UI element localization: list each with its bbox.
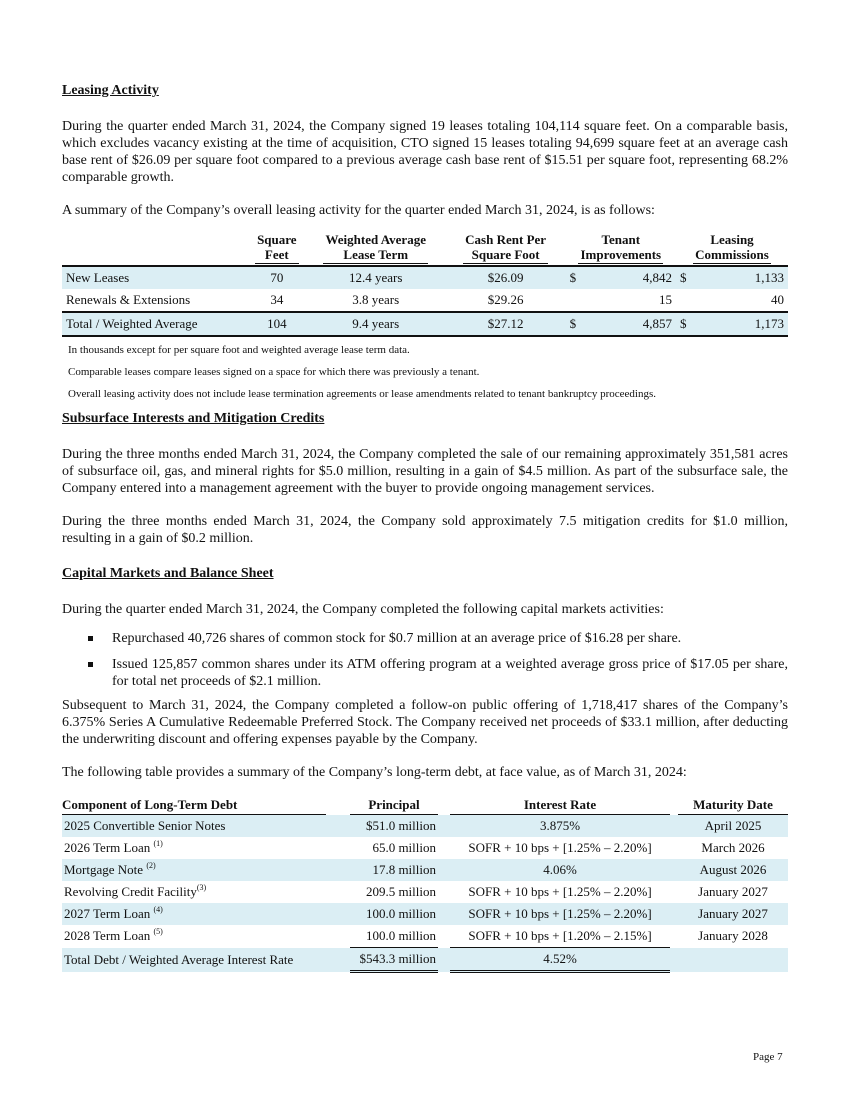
cell-maturity-date: March 2026 <box>701 840 765 855</box>
capital-activities-list <box>62 630 788 690</box>
capital-paragraph-2: Subsequent to March 31, 2024, the Company completed a follow-on public offering of 1,718,417 shares of the Company’s 6.375% Series A Cumulative Redeemable Preferred Stock. The Company received net proceeds of $33.1 million, after deducting the underwriting discount and offering expenses payable by the Company. <box>62 698 788 747</box>
leasing-paragraph-1: During the quarter ended March 31, 2024, the Company signed 19 leases totaling 104,114 square feet. On a comparable basis, which excludes vacancy existing at the time of acquisition, CTO signed 15 leases totaling 94,699 square feet at an average cash base rent of $26.09 per square foot compared to a previous average cash base rent of $15.51 per square foot, representing 68.2% comparable growth. <box>62 119 788 185</box>
table-row-total <box>62 948 788 972</box>
cell-cash-rent: $27.12 <box>446 312 566 336</box>
cell-maturity-date: January 2028 <box>698 928 768 944</box>
cell-component: 2027 Term Loan $^{(4)}$ <box>62 903 326 925</box>
document-page <box>62 82 788 973</box>
long-term-debt-table <box>62 797 788 973</box>
cell-principal: 17.8 million <box>350 859 438 881</box>
leasing-footnotes <box>62 344 788 401</box>
cell-tenant-improvements: 4,857 <box>580 312 676 336</box>
cell-currency: $ <box>566 266 581 289</box>
cell-interest-rate: 4.52% <box>450 948 670 972</box>
leasing-activity-table <box>62 232 788 337</box>
footnote: Overall leasing activity does not include lease termination agreements or lease amendments related to tenant bankruptcy proceedings. <box>68 388 656 400</box>
header-cash-rent: Cash Rent Per Square Foot <box>465 232 547 262</box>
cell-currency: $ <box>676 312 700 336</box>
cell-maturity-date: August 2026 <box>678 859 788 881</box>
row-label: New Leases <box>62 266 248 289</box>
cell-component: Revolving Credit Facility$^{(3)}$ <box>64 883 207 899</box>
cell-component: Mortgage Note $^{(2)}$ <box>62 859 326 881</box>
cell-maturity-date: January 2027 <box>678 903 788 925</box>
row-label: Total / Weighted Average <box>62 312 248 336</box>
cell-principal: 209.5 million <box>365 884 436 899</box>
cell-leasing-commissions: 1,133 <box>700 266 788 289</box>
footnote-marker: (4) <box>153 905 163 914</box>
cell-lease-term: 3.8 years <box>352 292 400 307</box>
footnote: Comparable leases compare leases signed on a space for which there was previously a tenant. <box>68 366 480 378</box>
cell-currency: $ <box>566 312 581 336</box>
cell-tenant-improvements: 4,842 <box>580 266 676 289</box>
table-row <box>62 903 788 925</box>
leasing-paragraph-2: A summary of the Company’s overall leasing activity for the quarter ended March 31, 2024, is as follows: <box>62 203 655 218</box>
header-component: Component of Long-Term Debt <box>62 797 326 815</box>
cell-interest-rate: SOFR + 10 bps + [1.25% – 2.20%] <box>468 884 652 899</box>
header-tenant-improvements: Tenant Improvements <box>580 232 662 262</box>
cell-cash-rent: $29.26 <box>487 292 524 307</box>
subsurface-paragraph-1: During the three months ended March 31, 2024, the Company completed the sale of our remaining approximately 351,581 acres of subsurface oil, gas, and mineral rights for $5.0 million, resulting in a gain of $4.5 million. As part of the subsurface sale, the Company entered into a management agreement with the buyer to provide ongoing management services. <box>62 447 788 496</box>
list-item: Issued 125,857 common shares under its ATM offering program at a weighted average gross price of $17.05 per share, for total net proceeds of $2.1 million. <box>112 656 788 690</box>
cell-interest-rate: SOFR + 10 bps + [1.25% – 2.20%] <box>450 903 670 925</box>
cell-lease-term: 9.4 years <box>306 312 446 336</box>
cell-interest-rate: 4.06% <box>450 859 670 881</box>
cell-square-feet: 34 <box>270 292 284 307</box>
cell-lease-term: 12.4 years <box>306 266 446 289</box>
cell-maturity-date: January 2027 <box>698 884 768 899</box>
capital-paragraph-1: During the quarter ended March 31, 2024, the Company completed the following capital markets activities: <box>62 602 664 617</box>
cell-currency <box>566 289 581 312</box>
cell-tenant-improvements: 15 <box>659 292 673 307</box>
capital-paragraph-3: The following table provides a summary of the Company’s long-term debt, at face value, as of March 31, 2024: <box>62 765 687 780</box>
cell-cash-rent: $26.09 <box>446 266 566 289</box>
header-principal: Principal <box>350 797 438 815</box>
cell-square-feet: 70 <box>248 266 306 289</box>
cell-maturity-date: April 2025 <box>678 815 788 838</box>
cell-interest-rate: 3.875% <box>450 815 670 838</box>
table-row-total <box>62 312 788 336</box>
table-row <box>62 925 788 948</box>
cell-currency <box>676 289 700 312</box>
list-item: Repurchased 40,726 shares of common stock for $0.7 million at an average price of $16.28 per share. <box>112 630 788 647</box>
bullet-icon <box>88 662 93 667</box>
cell-maturity-date <box>678 948 788 972</box>
table-row <box>62 881 788 903</box>
page-number: Page 7 <box>753 1051 783 1063</box>
debt-table-header <box>62 797 788 815</box>
cell-component: 2028 Term Loan $^{(5)}$ <box>64 927 163 944</box>
subsurface-paragraph-2: During the three months ended March 31, 2024, the Company sold approximately 7.5 mitigation credits for $1.0 million, resulting in a gain of $0.2 million. <box>62 514 788 546</box>
subsurface-heading: Subsurface Interests and Mitigation Credits <box>62 411 325 426</box>
capital-markets-heading: Capital Markets and Balance Sheet <box>62 566 274 581</box>
cell-component: 2025 Convertible Senior Notes <box>62 815 326 838</box>
header-leasing-commissions: Leasing Commissions <box>695 232 769 262</box>
cell-component: 2026 Term Loan $^{(1)}$ <box>64 839 163 855</box>
table-row <box>62 266 788 289</box>
cell-interest-rate: SOFR + 10 bps + [1.20% – 2.15%] <box>450 925 670 948</box>
cell-currency: $ <box>676 266 700 289</box>
cell-square-feet: 104 <box>248 312 306 336</box>
header-interest-rate: Interest Rate <box>450 797 670 815</box>
cell-leasing-commissions: 1,173 <box>700 312 788 336</box>
footnote-marker: (2) <box>146 861 156 870</box>
footnote-marker: (3) <box>196 883 207 892</box>
footnote-marker: (5) <box>153 927 163 937</box>
footnote: In thousands except for per square foot and weighted average lease term data. <box>68 344 410 356</box>
cell-principal: 65.0 million <box>372 840 436 855</box>
header-square-feet: Square Feet <box>257 232 297 262</box>
footnote-marker: (1) <box>153 839 163 848</box>
table-row <box>62 815 788 838</box>
header-maturity-date: Maturity Date <box>678 797 788 815</box>
header-lease-term: Weighted Average Lease Term <box>325 232 426 262</box>
row-label: Renewals & Extensions <box>66 292 191 307</box>
bullet-icon <box>88 636 93 641</box>
cell-interest-rate: SOFR + 10 bps + [1.25% – 2.20%] <box>468 840 652 855</box>
cell-principal: $51.0 million <box>350 815 438 838</box>
cell-leasing-commissions: 40 <box>771 292 784 307</box>
table-row <box>62 289 788 312</box>
table-row <box>62 859 788 881</box>
cell-principal: 100.0 million <box>350 903 438 925</box>
cell-component: Total Debt / Weighted Average Interest Rate <box>62 948 326 972</box>
table-row <box>62 837 788 859</box>
leasing-table-header <box>62 232 788 266</box>
leasing-activity-heading: Leasing Activity <box>62 83 159 98</box>
cell-principal: $543.3 million <box>350 948 438 972</box>
cell-principal: 100.0 million <box>350 925 438 948</box>
